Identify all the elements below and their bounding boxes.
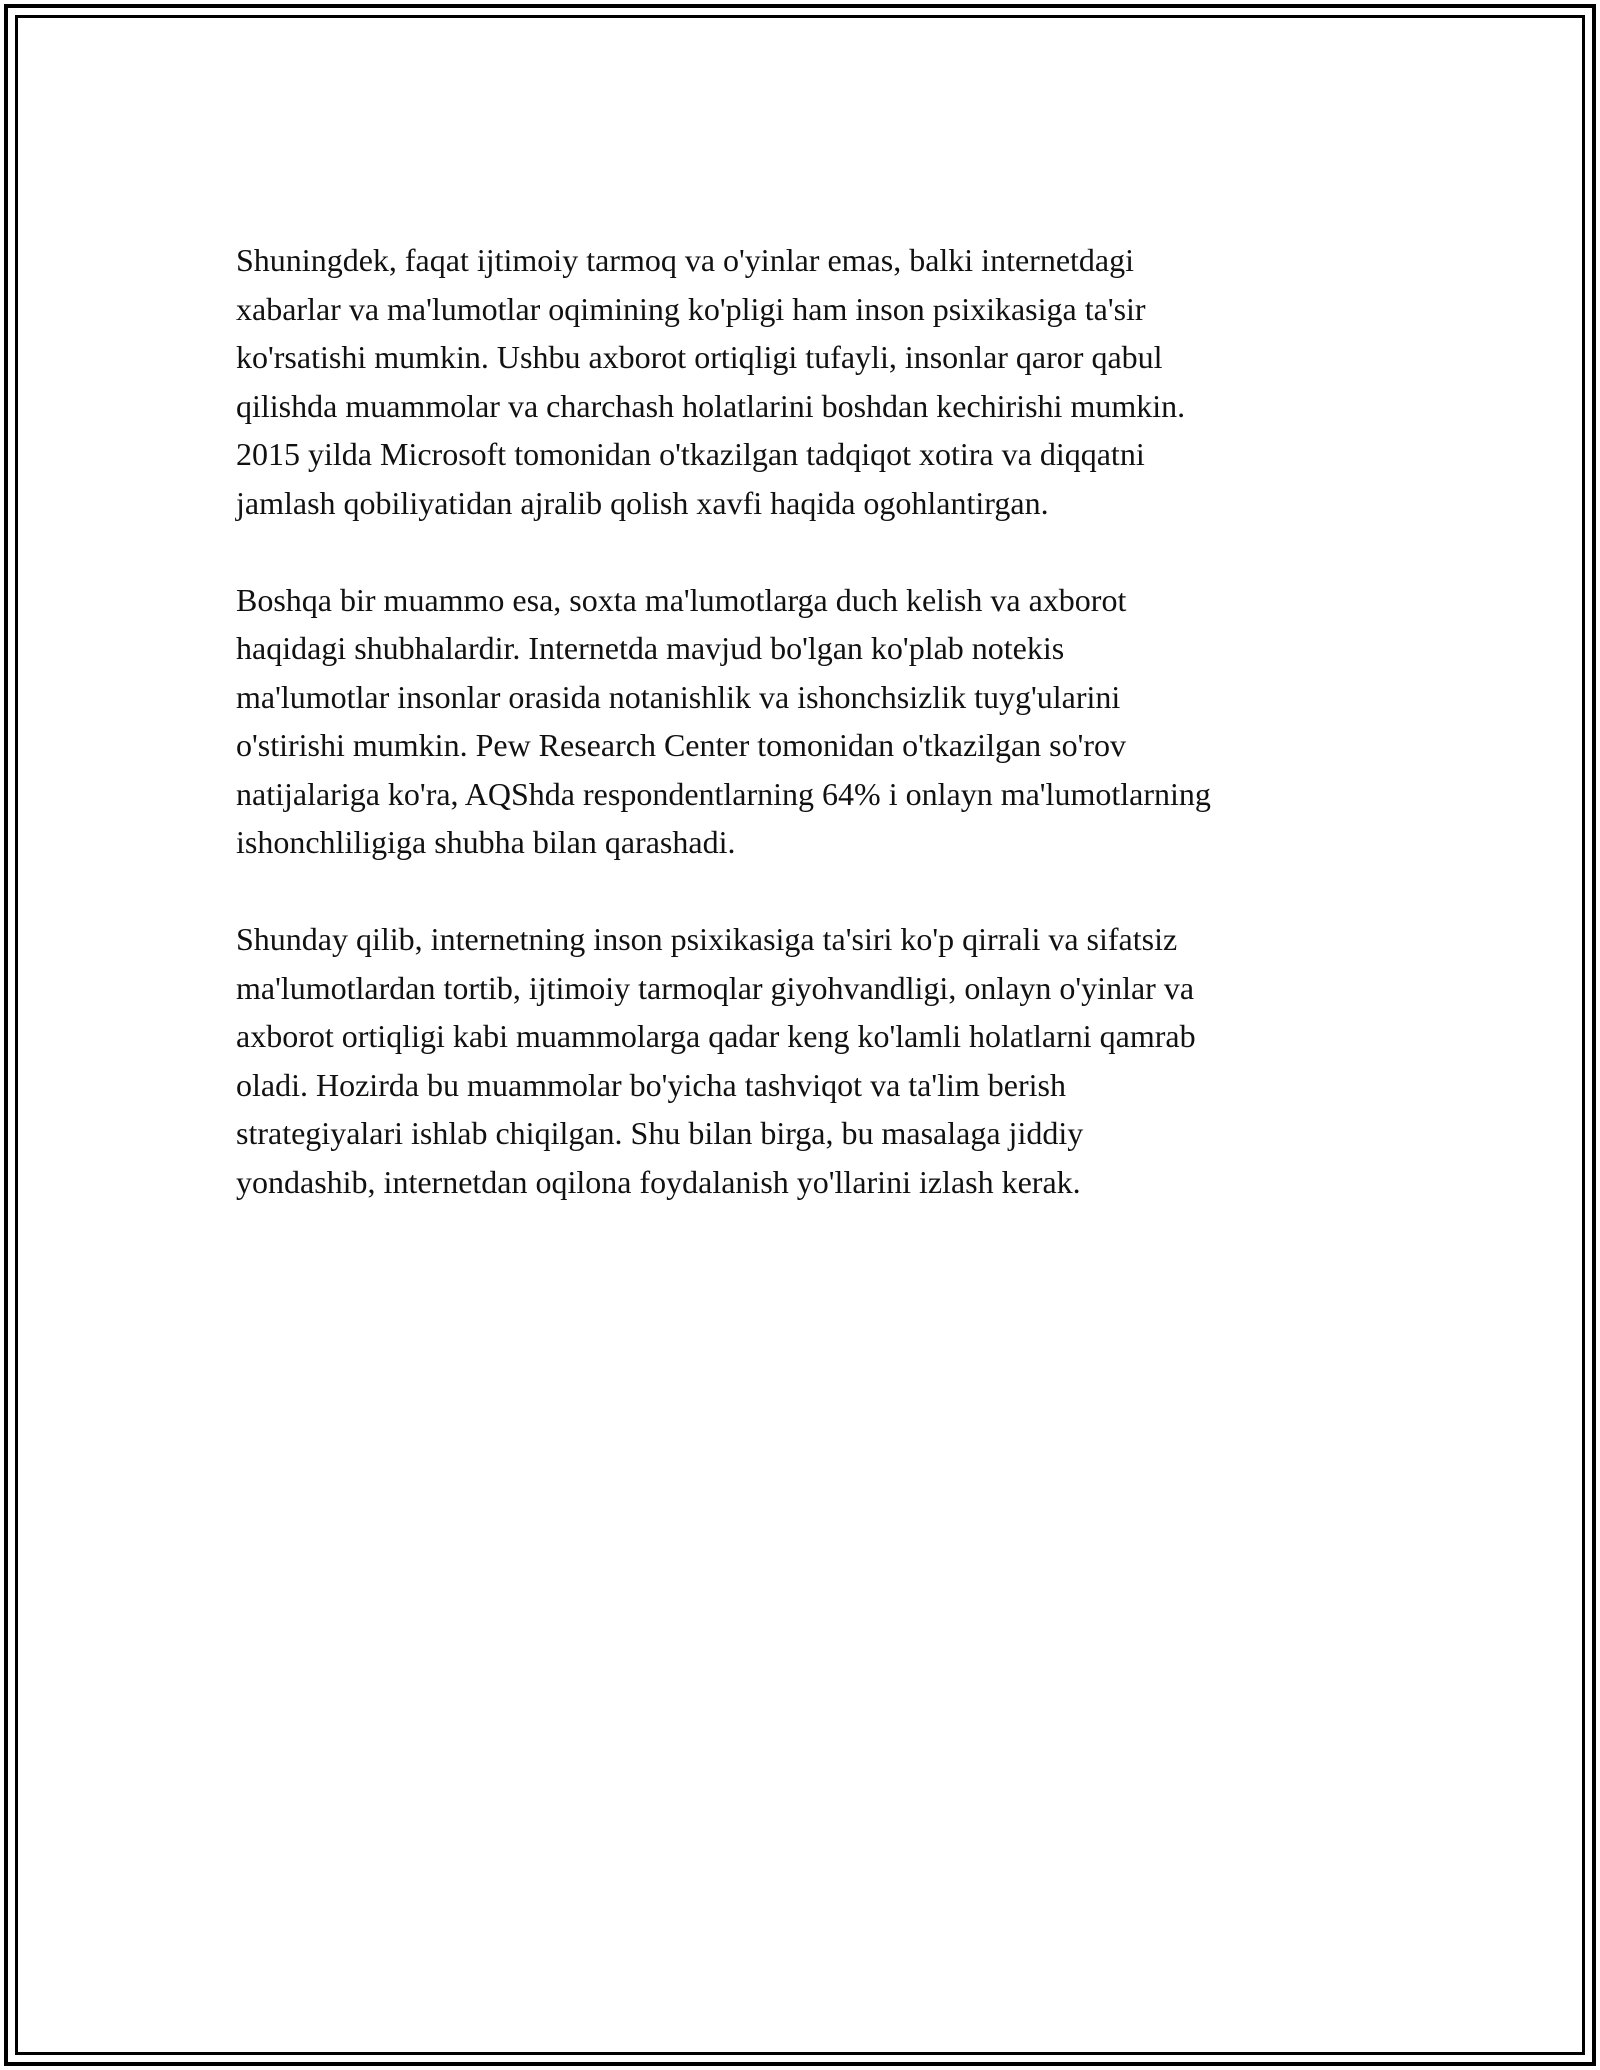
text-line: strategiyalari ishlab chiqilgan. Shu bilan birga, bu masalaga jiddiy [236,1115,1084,1151]
paragraph-3 [236,915,1366,1206]
text-line: ma'lumotlar insonlar orasida notanishlik va ishonchsizlik tuyg'ularini [236,678,1121,715]
text-line: 2015 yilda Microsoft tomonidan o'tkazilgan tadqiqot xotira va diqqatni [236,436,1145,472]
text-line: Boshqa bir muammo esa, soxta ma'lumotlarga duch kelish va axborot [236,581,1127,618]
text-line: Shunday qilib, internetning inson psixikasiga ta'siri ko'p qirrali va sifatsiz [236,921,1178,957]
text-line: ishonchliligiga shubha bilan qarashadi. [236,824,736,860]
text-line: jamlash qobiliyatidan ajralib qolish xavfi haqida ogohlantirgan. [236,484,1049,521]
text-line: ko'rsatishi mumkin. Ushbu axborot ortiqligi tufayli, insonlar qaror qabul [236,339,1163,375]
document-body [236,236,1366,1255]
paragraph-1 [236,236,1366,527]
text-line: Shuningdek, faqat ijtimoiy tarmoq va o'yinlar emas, balki internetdagi [236,242,1134,278]
text-line: xabarlar va ma'lumotlar oqimining ko'pligi ham inson psixikasiga ta'sir [236,290,1146,327]
text-line: o'stirishi mumkin. Pew Research Center tomonidan o'tkazilgan so'rov [236,727,1127,763]
paragraph-2 [236,576,1366,867]
text-line: oladi. Hozirda bu muammolar bo'yicha tashviqot va ta'lim berish [236,1066,1066,1103]
text-line: axborot ortiqligi kabi muammolarga qadar keng ko'lamli holatlarni qamrab [236,1018,1196,1054]
text-line: qilishda muammolar va charchash holatlarini boshdan kechirishi mumkin. [236,387,1186,424]
text-line: natijalariga ko'ra, AQShda respondentlarning 64% i onlayn ma'lumotlarning [236,775,1211,812]
text-line: haqidagi shubhalardir. Internetda mavjud bo'lgan ko'plab notekis [236,630,1065,666]
text-line: yondashib, internetdan oqilona foydalanish yo'llarini izlash kerak. [236,1163,1081,1200]
text-line: ma'lumotlardan tortib, ijtimoiy tarmoqlar giyohvandligi, onlayn o'yinlar va [236,969,1195,1006]
